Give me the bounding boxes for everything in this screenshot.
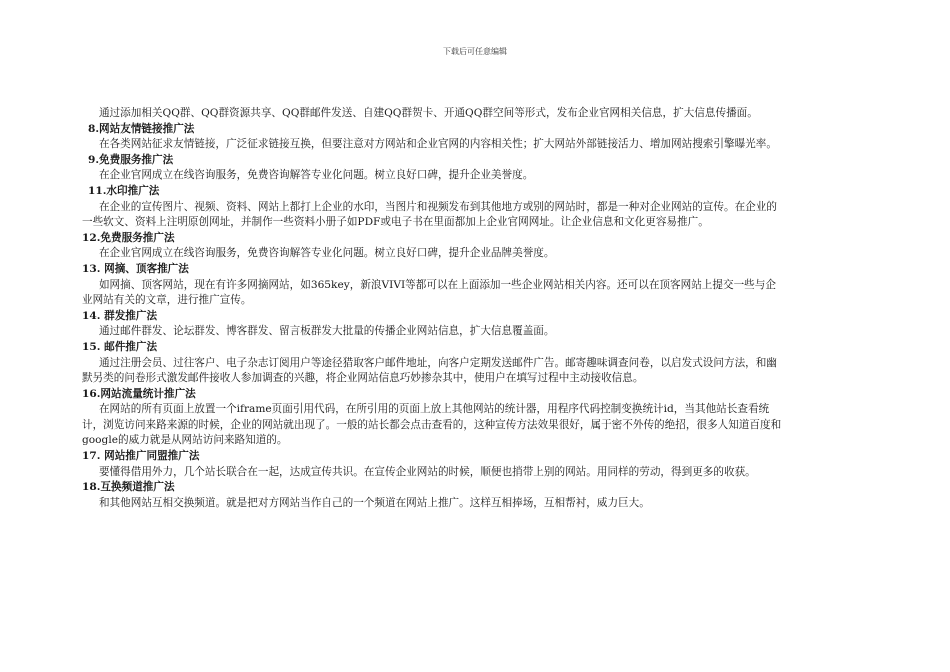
text-line: 和其他网站互相交换频道。就是把对方网站当作自己的一个频道在网站上推广。这样互相捧场，互相帮衬，威力巨大。 <box>98 496 650 509</box>
section-15 <box>82 340 872 387</box>
paragraph <box>82 137 872 153</box>
section-heading: 17. 网站推广同盟推广法 <box>82 450 200 463</box>
text-line: 默另类的问卷形式激发邮件接收人参加调查的兴趣，将企业网站信息巧妙掺杂其中，使用户在填写过程中主动接收信息。 <box>82 372 644 385</box>
section-16 <box>82 387 872 449</box>
text-line: 通过注册会员、过往客户、电子杂志订阅用户等途径猎取客户邮件地址，向客户定期发送邮件广告。邮寄趣味调查问卷，以启发式设问方法，和幽 <box>98 356 777 369</box>
paragraph <box>82 324 872 340</box>
page-header: 下载后可任意编辑 <box>443 47 507 56</box>
section-8 <box>82 122 872 153</box>
text-line: 在企业的宣传图片、视频、资料、网站上都打上企业的水印，当图片和视频发布到其他地方或别的网站时，都是一种对企业网站的宣传。在企业的 <box>98 200 777 213</box>
section-9 <box>82 153 872 184</box>
text-line: 在各类网站征求友情链接，广泛征求链接互换，但要注意对方网站和企业官网的内容相关性；扩大网站外部链接活力、增加网站搜索引擎曝光率。 <box>98 138 777 151</box>
paragraph <box>82 496 872 512</box>
text-line: 在企业官网成立在线咨询服务，免费咨询解答专业化问题。树立良好口碑，提升企业美誉度。 <box>98 169 534 182</box>
text-line: 要懂得借用外力，几个站长联合在一起，达成宣传共识。在宣传企业网站的时候，顺便也捎带上别的网站。用同样的劳动，得到更多的收获。 <box>98 465 756 478</box>
section-12 <box>82 231 872 262</box>
section-heading: 9.免费服务推广法 <box>88 153 174 166</box>
paragraph <box>82 200 872 231</box>
section-heading: 16.网站流量统计推广法 <box>82 387 196 400</box>
text-line: 一些软文、资料上注明原创网址，并制作一些资料小册子如PDF或电子书在里面都加上企业官网网址。让企业信息和文化更容易推广。 <box>82 216 709 229</box>
section-18 <box>82 480 872 511</box>
section-heading: 8.网站友情链接推广法 <box>88 122 195 135</box>
section-13 <box>82 262 872 309</box>
section-qq <box>82 106 872 122</box>
section-heading: 11.水印推广法 <box>88 184 160 197</box>
document-body <box>82 106 872 511</box>
section-11 <box>82 184 872 231</box>
section-heading: 14. 群发推广法 <box>82 309 158 322</box>
section-14 <box>82 309 872 340</box>
section-17 <box>82 449 872 480</box>
paragraph <box>82 356 872 387</box>
paragraph <box>82 402 872 449</box>
text-line: 业网站有关的文章，进行推广宣传。 <box>82 294 252 307</box>
text-line: google的威力就是从网站访问来路知道的。 <box>82 434 288 447</box>
paragraph <box>82 246 872 262</box>
section-heading: 12.免费服务推广法 <box>82 231 175 244</box>
paragraph <box>82 168 872 184</box>
paragraph <box>82 278 872 309</box>
text-line: 如网摘、顶客网站，现在有许多网摘网站，如365key，新浪VIVI等都可以在上面添加一些企业网站相关内容。还可以在顶客网站上提交一些与企 <box>98 278 776 291</box>
text-line: 通过邮件群发、论坛群发、博客群发、留言板群发大批量的传播企业网站信息，扩大信息覆盖面。 <box>98 325 555 338</box>
paragraph <box>82 106 872 122</box>
text-line: 通过添加相关QQ群、QQ群资源共享、QQ群邮件发送、自建QQ群贺卡、开通QQ群空间等形式，发布企业官网相关信息，扩大信息传播面。 <box>98 107 758 119</box>
paragraph <box>82 465 872 481</box>
text-line: 在企业官网成立在线咨询服务，免费咨询解答专业化问题。树立良好口碑，提升企业品牌美誉度。 <box>98 247 555 260</box>
text-line: 在网站的所有页面上放置一个iframe页面引用代码，在所引用的页面上放上其他网站的统计器，用程序代码控制变换统计id，当其他站长查看统 <box>98 403 770 416</box>
section-heading: 15. 邮件推广法 <box>82 340 158 353</box>
text-line: 计，浏览访问来路来源的时候，企业的网站就出现了。一般的站长都会点击查看的，这种宣传方法效果很好，属于密不外传的绝招，很多人知道百度和 <box>82 418 782 431</box>
section-heading: 13. 网摘、顶客推广法 <box>82 262 189 275</box>
section-heading: 18.互换频道推广法 <box>82 481 175 494</box>
